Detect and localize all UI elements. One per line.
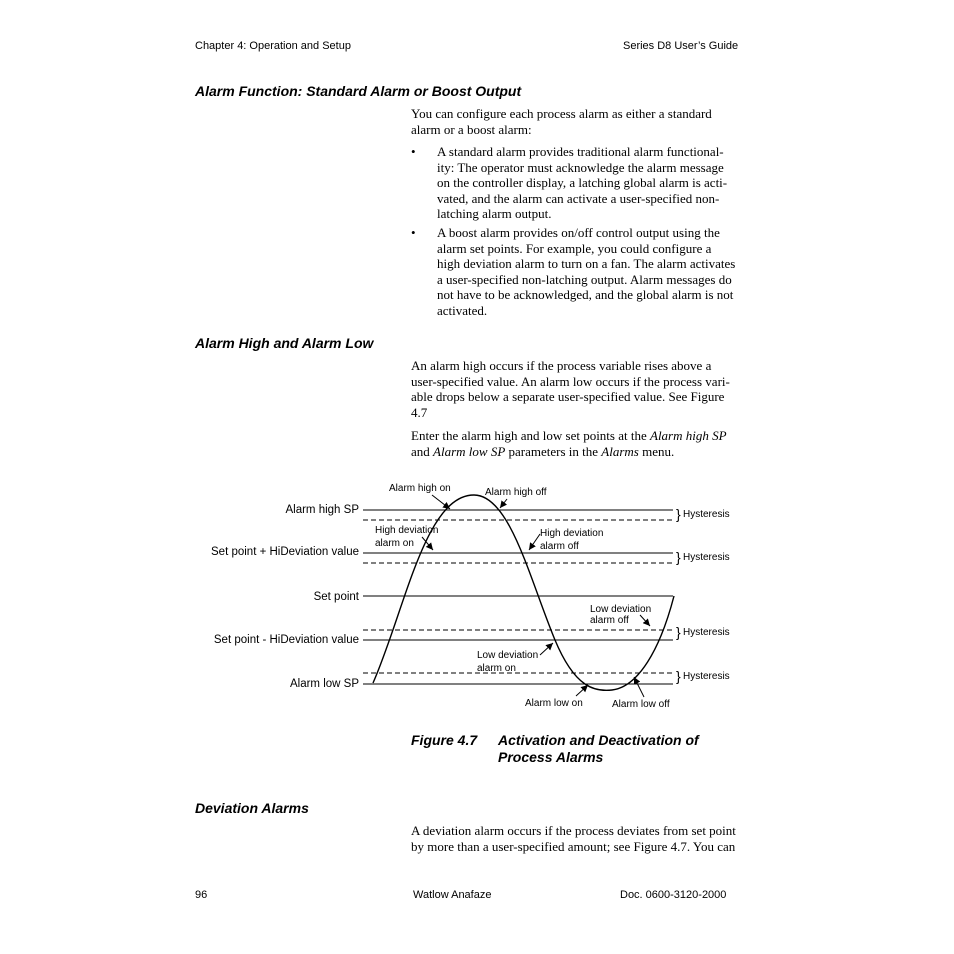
annotation-high-deviation-off: High deviation — [540, 528, 604, 539]
section-heading-alarm-function: Alarm Function: Standard Alarm or Boost Output — [195, 83, 522, 99]
text-line: by more than a user-specified amount; see Figure 4.7. You can — [411, 838, 736, 854]
annotation-low-deviation-off: alarm off — [590, 615, 629, 626]
label-alarm-high-sp: Alarm high SP — [285, 504, 359, 516]
annotation-high-deviation-off: alarm off — [540, 541, 579, 552]
label-sp-plus-hideviation: Set point + HiDeviation value — [211, 546, 359, 558]
text-run: Enter the alarm high and low set points at the — [411, 428, 650, 443]
text-line: A boost alarm provides on/off control output using the — [437, 224, 720, 240]
page-number: 96 — [195, 889, 208, 901]
footer-center: Watlow Anafaze — [413, 889, 492, 901]
arrow-alarm-high-on — [432, 495, 450, 509]
param-alarm-low-sp: Alarm low SP — [433, 443, 506, 459]
arrow-high-deviation-off — [529, 534, 540, 550]
figure-number: Figure 4.7 — [411, 732, 478, 748]
annotation-low-deviation-on: Low deviation — [477, 650, 539, 661]
annotation-alarm-high-off: Alarm high off — [485, 487, 547, 498]
text-run: menu. — [638, 443, 675, 459]
arrow-alarm-low-on — [576, 685, 588, 696]
text-line: high deviation alarm to turn on a fan. The alarm activates — [437, 256, 736, 272]
menu-alarms: Alarms — [601, 443, 639, 459]
annotation-low-deviation-on: alarm on — [477, 663, 516, 674]
arrow-alarm-high-off — [500, 499, 507, 508]
bullet-symbol: • — [411, 144, 416, 159]
param-alarm-high-sp: Alarm high SP — [650, 428, 727, 443]
text-line: ity: The operator must acknowledge the alarm message — [437, 159, 724, 175]
text-line: user-specified value. An alarm low occurs if the process vari- — [411, 373, 730, 389]
annotation-high-deviation-on: alarm on — [375, 538, 414, 549]
hysteresis-brace: } — [676, 624, 681, 640]
arrow-alarm-low-off — [634, 677, 644, 697]
text-line: alarm set points. For example, you could configure a — [437, 240, 712, 256]
footer-doc-number: Doc. 0600-3120-2000 — [620, 889, 727, 901]
text-line: able drops below a separate user-specified value. See Figure — [411, 389, 725, 405]
figure-title-line-2: Process Alarms — [498, 749, 604, 765]
running-header-right: Series D8 User’s Guide — [623, 40, 739, 52]
arrow-low-deviation-off — [640, 615, 650, 626]
arrow-low-deviation-on — [540, 643, 553, 655]
text-line: An alarm high occurs if the process variable rises above a — [411, 358, 712, 373]
text-line: 4.7 — [411, 404, 428, 420]
annotation-alarm-low-on: Alarm low on — [525, 698, 583, 709]
section-heading-alarm-high-low: Alarm High and Alarm Low — [195, 335, 374, 351]
bullet-symbol: • — [411, 224, 416, 240]
deviation-alarms-para — [411, 823, 745, 854]
text-line: on the controller display, a latching global alarm is acti- — [437, 175, 728, 191]
text-line: A standard alarm provides traditional alarm functional- — [437, 144, 724, 159]
annotation-alarm-high-on: Alarm high on — [389, 483, 451, 494]
annotation-low-deviation-off: Low deviation — [590, 604, 652, 615]
text-run: and — [411, 443, 434, 459]
text-run: parameters in the — [505, 443, 602, 459]
label-sp-minus-hideviation: Set point - HiDeviation value — [213, 634, 359, 646]
text-line: latching alarm output. — [437, 206, 552, 222]
text-line: You can configure each process alarm as either a standard — [411, 106, 712, 121]
hysteresis-label: Hysteresis — [683, 627, 730, 638]
hysteresis-brace: } — [676, 506, 681, 522]
figure-title-line-1: Activation and Deactivation of — [498, 732, 699, 748]
section-heading-deviation-alarms: Deviation Alarms — [195, 800, 309, 816]
text-line: not have to be acknowledged, and the global alarm is not — [437, 287, 734, 303]
text-line: activated. — [437, 302, 488, 318]
hysteresis-label: Hysteresis — [683, 552, 730, 563]
text-line: vated, and the alarm can activate a user-specified non- — [437, 190, 720, 206]
hysteresis-label: Hysteresis — [683, 509, 730, 520]
hysteresis-brace: } — [676, 668, 681, 684]
annotation-alarm-low-off: Alarm low off — [612, 699, 670, 710]
text-line: a user-specified non-latching output. Alarm messages do — [437, 271, 732, 287]
text-line: alarm or a boost alarm: — [411, 121, 532, 137]
annotation-high-deviation-on: High deviation — [375, 525, 439, 536]
label-set-point: Set point — [313, 591, 359, 603]
text-line: A deviation alarm occurs if the process deviates from set point — [411, 823, 736, 838]
hysteresis-label: Hysteresis — [683, 671, 730, 682]
running-header-left: Chapter 4: Operation and Setup — [195, 40, 351, 52]
label-alarm-low-sp: Alarm low SP — [289, 678, 359, 690]
hysteresis-brace: } — [676, 549, 681, 565]
